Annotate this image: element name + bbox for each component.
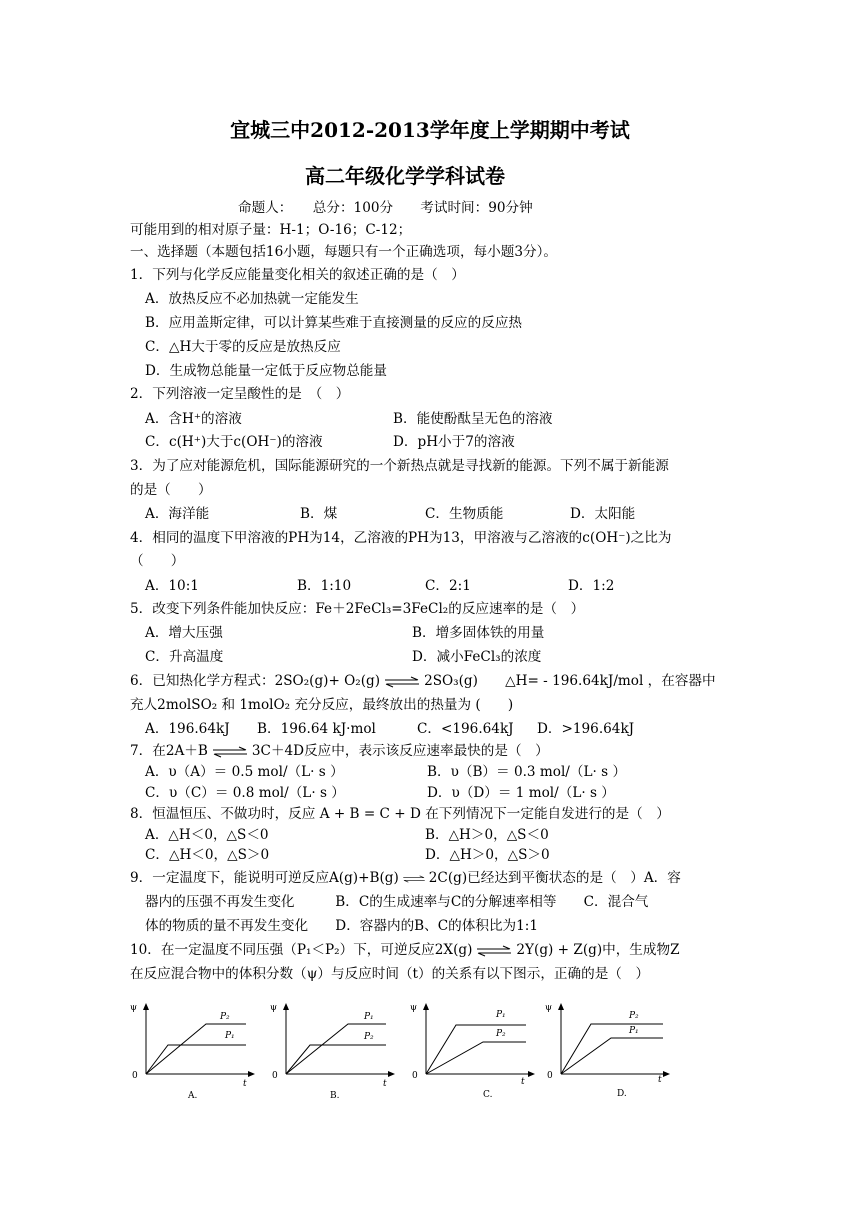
atomic-masses: 可能用到的相对原子量：H-1；O-16；C-12； [130, 222, 412, 238]
q6-option-c: C．<196.64kJ [417, 721, 514, 737]
q10-line1 [130, 941, 680, 959]
q6-option-a: A．196.64kJ [145, 721, 230, 737]
q9-line1-part2: 2C(g)已经达到平衡状态的是（ ）A．容 [428, 870, 681, 886]
q1-option-d: D．生成物总能量一定低于反应物总能量 [145, 363, 387, 379]
graph-x-label: t [658, 1075, 662, 1085]
q7-option-a: A．υ（A）＝ 0.5 mol/（L· s ） [145, 764, 344, 780]
q2-stem: 2．下列溶液一定呈酸性的是 （ ） [130, 386, 350, 402]
q2-option-d: D．pH小于7的溶液 [393, 434, 515, 450]
q6-stem-line2: 充人2molSO₂ 和 1molO₂ 充分反应，最终放出的热量为 ( ) [130, 697, 514, 713]
q7-option-d: D．υ（D）＝ 1 mol/（L· s ） [427, 785, 615, 801]
q4-option-c: C．2:1 [425, 578, 471, 594]
q6-stem-line1 [130, 672, 716, 690]
graph-b [268, 998, 408, 1103]
graph-a [128, 998, 268, 1103]
curve-upper-label: P₂ [629, 1011, 639, 1021]
q7-stem-part1: 7．在2A＋B [130, 743, 208, 759]
q1-option-c: C．△H大于零的反应是放热反应 [145, 339, 341, 355]
q9-line1-part1: 9．一定温度下，能说明可逆反应A(g)+B(g) [130, 870, 399, 886]
q6-stem-part1: 6．已知热化学方程式：2SO₂(g)+ O₂(g) [130, 673, 381, 689]
graph-option-label: C. [483, 1090, 493, 1100]
q2-option-c: C．c(H⁺)大于c(OH⁻)的溶液 [145, 434, 323, 450]
graph-x-label: t [243, 1079, 247, 1089]
q3-option-a: A．海洋能 [145, 506, 210, 522]
x-axis-arrow-icon [248, 1071, 255, 1077]
graph-origin: 0 [412, 1071, 418, 1081]
graph-x-label: t [383, 1079, 387, 1089]
q8-option-c: C．△H＜0，△S＞0 [145, 847, 270, 863]
section-heading: 一、选择题（本题包括16小题，每题只有一个正确选项，每小题3分）。 [130, 244, 557, 260]
q7-stem-part2: 3C＋4D反应中，表示该反应速率最快的是（ ） [251, 743, 549, 759]
q2-option-b: B．能使酚酞呈无色的溶液 [393, 411, 553, 427]
graph-y-label: ψ [270, 1003, 278, 1013]
q5-option-c: C．升高温度 [145, 649, 224, 665]
q9-line3: 体的物质的量不再发生变化 D．容器内的B、C的体积比为1:1 [145, 918, 539, 934]
q10-line1-part2: 2Y(g) + Z(g)中，生成物Z [516, 942, 680, 958]
graph-y-label: ψ [410, 1003, 418, 1013]
curve-lower-label: P₂ [364, 1032, 374, 1042]
q4-option-a: A．10:1 [145, 578, 199, 594]
graph-origin: 0 [547, 1071, 553, 1081]
q10-line1-part1: 10．在一定温度不同压强（P₁＜P₂）下，可逆反应2X(g) [130, 942, 473, 958]
graph-option-label: B. [330, 1091, 340, 1101]
equilibrium-arrow-icon [402, 873, 426, 885]
curve-upper-label: P₁ [364, 1012, 374, 1022]
q5-option-b: B．增多固体铁的用量 [412, 625, 545, 641]
q2-option-a: A．含H⁺的溶液 [145, 411, 242, 427]
curve-lower-label: P₁ [225, 1031, 235, 1041]
q8-option-d: D．△H＞0，△S＞0 [425, 847, 550, 863]
q3-option-c: C．生物质能 [425, 506, 504, 522]
q8-option-b: B．△H＞0，△S＜0 [425, 827, 549, 843]
y-axis-arrow-icon [283, 1003, 289, 1010]
q7-stem [130, 742, 549, 760]
q10-line2: 在反应混合物中的体积分数（ψ）与反应时间（t）的关系有以下图示，正确的是（ ） [130, 966, 650, 982]
curve-lower [286, 1045, 386, 1074]
graph-d [543, 998, 683, 1103]
q6-stem-part2: 2SO₃(g) △H= - 196.64kJ/mol ，在容器中 [424, 673, 716, 689]
q4-stem-line1: 4．相同的温度下甲溶液的PH为14，乙溶液的PH为13，甲溶液与乙溶液的c(OH⁻)之比为 [130, 530, 672, 546]
graph-option-label: A. [188, 1091, 198, 1101]
q7-option-c: C．υ（C）＝ 0.8 mol/（L· s ） [145, 785, 345, 801]
curve-lower [426, 1042, 526, 1074]
graph-y-label: ψ [130, 1003, 138, 1013]
q4-option-b: B．1:10 [297, 578, 352, 594]
curve-upper [561, 1024, 663, 1074]
q3-option-d: D．太阳能 [570, 506, 636, 522]
exam-meta: 命题人： 总分：100分 考试时间：90分钟 [238, 200, 533, 216]
graph-y-label: ψ [545, 1003, 553, 1013]
y-axis-arrow-icon [143, 1003, 149, 1010]
q1-option-a: A．放热反应不必加热就一定能发生 [145, 291, 359, 307]
q3-option-b: B．煤 [300, 506, 338, 522]
graph-option-label: D. [617, 1089, 627, 1099]
graph-x-label: t [521, 1077, 525, 1087]
curve-lower [146, 1045, 246, 1074]
q3-stem-line2: 的是（ ） [130, 482, 212, 498]
curve-lower [561, 1038, 663, 1074]
curve-upper-label: P₂ [220, 1012, 230, 1022]
q9-line1 [130, 869, 681, 887]
q5-option-d: D．减小FeCl₃的浓度 [412, 649, 542, 665]
curve-lower-label: P₂ [496, 1029, 506, 1039]
q6-option-b: B．196.64 kJ·mol [257, 721, 376, 737]
equilibrium-arrow-icon [383, 676, 421, 688]
equilibrium-arrow-icon [211, 746, 249, 758]
q9-line2: 器内的压强不再发生变化 B．C的生成速率与C的分解速率相等 C．混合气 [145, 894, 649, 910]
q8-stem: 8．恒温恒压、不做功时，反应 A + B = C + D 在下列情况下一定能自发进行的是（ ） [130, 806, 670, 822]
y-axis-arrow-icon [558, 1003, 564, 1010]
q4-option-d: D．1:2 [568, 578, 615, 594]
q1-stem: 1．下列与化学反应能量变化相关的叙述正确的是（ ） [130, 267, 465, 283]
q3-stem-line1: 3．为了应对能源危机，国际能源研究的一个新热点就是寻找新的能源。下列不属于新能源 [130, 458, 669, 474]
exam-subtitle: 高二年级化学学科试卷 [305, 164, 505, 188]
curve-lower-label: P₁ [629, 1026, 639, 1036]
x-axis-arrow-icon [528, 1071, 535, 1077]
graph-c [408, 998, 548, 1103]
q6-option-d: D．>196.64kJ [537, 721, 635, 737]
q4-stem-line2: （ ） [130, 553, 185, 569]
graph-origin: 0 [272, 1071, 278, 1081]
exam-title: 宜城三中2012-2013学年度上学期期中考试 [230, 118, 630, 142]
x-axis-arrow-icon [663, 1071, 670, 1077]
curve-upper-label: P₁ [496, 1010, 506, 1020]
q7-option-b: B．υ（B）＝ 0.3 mol/（L· s ） [427, 764, 627, 780]
q1-option-b: B．应用盖斯定律，可以计算某些难于直接测量的反应的反应热 [145, 315, 523, 331]
q5-stem: 5．改变下列条件能加快反应：Fe＋2FeCl₃=3FeCl₂的反应速率的是（ ） [130, 601, 585, 617]
q5-option-a: A．增大压强 [145, 625, 223, 641]
y-axis-arrow-icon [423, 1003, 429, 1010]
q8-option-a: A．△H＜0，△S＜0 [145, 827, 269, 843]
graph-origin: 0 [132, 1071, 138, 1081]
curve-upper [426, 1025, 526, 1074]
x-axis-arrow-icon [388, 1071, 395, 1077]
equilibrium-arrow-icon [475, 945, 513, 957]
